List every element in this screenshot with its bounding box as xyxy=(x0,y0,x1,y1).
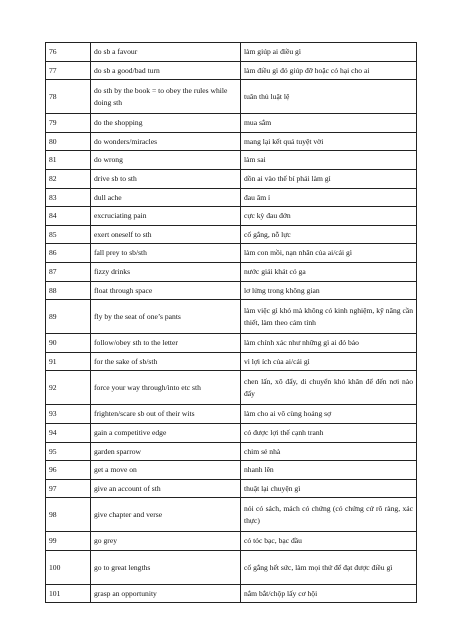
row-number: 89 xyxy=(46,300,91,334)
vietnamese-meaning: chim sẻ nhà xyxy=(241,442,417,461)
table-row xyxy=(46,262,417,281)
vietnamese-meaning: cố gắng hết sức, làm mọi thứ để đạt được điều gì xyxy=(241,550,417,584)
row-number: 77 xyxy=(46,61,91,80)
table-row xyxy=(46,300,417,334)
row-number: 88 xyxy=(46,281,91,300)
row-number: 78 xyxy=(46,80,91,114)
table-row xyxy=(46,461,417,480)
vietnamese-meaning: làm giúp ai điều gì xyxy=(241,43,417,62)
row-number: 100 xyxy=(46,550,91,584)
row-number: 80 xyxy=(46,132,91,151)
english-phrase: get a move on xyxy=(91,461,241,480)
table-row xyxy=(46,43,417,62)
english-phrase: do sb a good/bad turn xyxy=(91,61,241,80)
english-phrase: fly by the seat of one’s pants xyxy=(91,300,241,334)
row-number: 98 xyxy=(46,498,91,532)
row-number: 92 xyxy=(46,371,91,405)
english-phrase: give an account of sth xyxy=(91,479,241,498)
table-row xyxy=(46,405,417,424)
vietnamese-meaning: nước giải khát có ga xyxy=(241,262,417,281)
row-number: 83 xyxy=(46,188,91,207)
row-number: 95 xyxy=(46,442,91,461)
table-row xyxy=(46,225,417,244)
english-phrase: do the shopping xyxy=(91,114,241,133)
table-row xyxy=(46,61,417,80)
vietnamese-meaning: có được lợi thế cạnh tranh xyxy=(241,423,417,442)
vietnamese-meaning: mua sắm xyxy=(241,114,417,133)
vietnamese-meaning: nhanh lên xyxy=(241,461,417,480)
row-number: 99 xyxy=(46,532,91,551)
english-phrase: drive sb to sth xyxy=(91,169,241,188)
english-phrase: grasp an opportunity xyxy=(91,584,241,603)
english-phrase: do wonders/miracles xyxy=(91,132,241,151)
vietnamese-meaning: cực kỳ đau đớn xyxy=(241,207,417,226)
table-row xyxy=(46,244,417,263)
table-row xyxy=(46,479,417,498)
vietnamese-meaning: làm sai xyxy=(241,151,417,170)
vietnamese-meaning: dồn ai vào thế bí phải làm gì xyxy=(241,169,417,188)
table-row xyxy=(46,423,417,442)
vietnamese-meaning: làm chính xác như những gì ai đó bảo xyxy=(241,334,417,353)
row-number: 86 xyxy=(46,244,91,263)
vietnamese-meaning: cố gắng, nỗ lực xyxy=(241,225,417,244)
table-row xyxy=(46,151,417,170)
table-row xyxy=(46,584,417,603)
table-row xyxy=(46,132,417,151)
vietnamese-meaning: tuân thủ luật lệ xyxy=(241,80,417,114)
english-phrase: float through space xyxy=(91,281,241,300)
row-number: 87 xyxy=(46,262,91,281)
vietnamese-meaning: có tóc bạc, bạc đầu xyxy=(241,532,417,551)
vietnamese-meaning: chen lấn, xô đẩy, di chuyển khó khăn để đến nơi nào đấy xyxy=(241,371,417,405)
document-page xyxy=(45,42,413,603)
row-number: 93 xyxy=(46,405,91,424)
english-phrase: frighten/scare sb out of their wits xyxy=(91,405,241,424)
english-phrase: fall prey to sb/sth xyxy=(91,244,241,263)
row-number: 85 xyxy=(46,225,91,244)
table-row xyxy=(46,371,417,405)
vietnamese-meaning: mang lại kết quả tuyệt vời xyxy=(241,132,417,151)
vietnamese-meaning: làm điều gì đó giúp đỡ hoặc có hại cho ai xyxy=(241,61,417,80)
english-phrase: go grey xyxy=(91,532,241,551)
table-row xyxy=(46,352,417,371)
table-row xyxy=(46,532,417,551)
english-phrase: follow/obey sth to the letter xyxy=(91,334,241,353)
vocabulary-table xyxy=(45,42,417,603)
table-row xyxy=(46,114,417,133)
english-phrase: give chapter and verse xyxy=(91,498,241,532)
row-number: 91 xyxy=(46,352,91,371)
row-number: 94 xyxy=(46,423,91,442)
table-row xyxy=(46,550,417,584)
english-phrase: exert oneself to sth xyxy=(91,225,241,244)
row-number: 84 xyxy=(46,207,91,226)
row-number: 97 xyxy=(46,479,91,498)
table-row xyxy=(46,169,417,188)
english-phrase: excruciating pain xyxy=(91,207,241,226)
row-number: 90 xyxy=(46,334,91,353)
table-row xyxy=(46,281,417,300)
vietnamese-meaning: lơ lửng trong không gian xyxy=(241,281,417,300)
table-row xyxy=(46,498,417,532)
english-phrase: for the sake of sb/sth xyxy=(91,352,241,371)
vocabulary-table-body xyxy=(46,43,417,603)
english-phrase: do sb a favour xyxy=(91,43,241,62)
vietnamese-meaning: thuật lại chuyện gì xyxy=(241,479,417,498)
row-number: 76 xyxy=(46,43,91,62)
english-phrase: force your way through/into etc sth xyxy=(91,371,241,405)
vietnamese-meaning: nắm bắt/chộp lấy cơ hội xyxy=(241,584,417,603)
english-phrase: garden sparrow xyxy=(91,442,241,461)
table-row xyxy=(46,188,417,207)
english-phrase: do wrong xyxy=(91,151,241,170)
english-phrase: go to great lengths xyxy=(91,550,241,584)
english-phrase: gain a competitive edge xyxy=(91,423,241,442)
english-phrase: fizzy drinks xyxy=(91,262,241,281)
english-phrase: dull ache xyxy=(91,188,241,207)
english-phrase: do sth by the book = to obey the rules while doing sth xyxy=(91,80,241,114)
table-row xyxy=(46,334,417,353)
row-number: 101 xyxy=(46,584,91,603)
vietnamese-meaning: làm việc gì khó mà không có kinh nghiệm, kỹ năng cần thiết, làm theo cảm tính xyxy=(241,300,417,334)
vietnamese-meaning: làm cho ai vô cùng hoảng sợ xyxy=(241,405,417,424)
row-number: 81 xyxy=(46,151,91,170)
row-number: 82 xyxy=(46,169,91,188)
row-number: 79 xyxy=(46,114,91,133)
table-row xyxy=(46,442,417,461)
vietnamese-meaning: vì lợi ích của ai/cái gì xyxy=(241,352,417,371)
vietnamese-meaning: làm con mồi, nạn nhân của ai/cái gì xyxy=(241,244,417,263)
table-row xyxy=(46,80,417,114)
row-number: 96 xyxy=(46,461,91,480)
table-row xyxy=(46,207,417,226)
vietnamese-meaning: đau âm ỉ xyxy=(241,188,417,207)
vietnamese-meaning: nói có sách, mách có chứng (có chứng cứ rõ ràng, xác thực) xyxy=(241,498,417,532)
